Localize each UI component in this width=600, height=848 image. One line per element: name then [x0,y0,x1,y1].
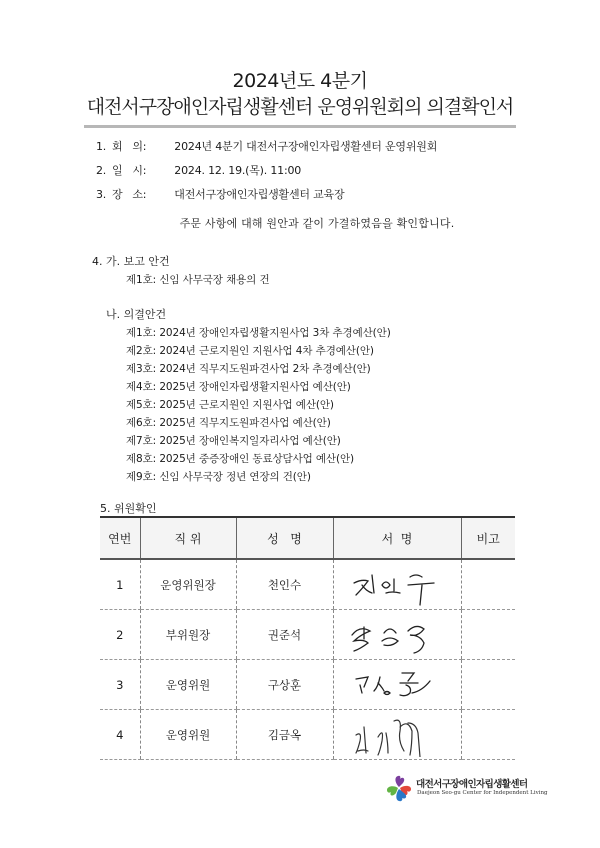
cell-position: 운영위원장 [140,559,236,610]
info-meeting: 1. 회 의: 2024년 4분기 대전서구장애인자립생활센터 운영위원회 [96,140,438,153]
section4-heading: 4. 가. 보고 안건 [92,255,170,268]
resolution-heading: 나. 의결안건 [106,308,167,321]
resolution-item: 제5호: 2025년 근로지원인 지원사업 예산(안) [126,399,334,411]
cell-position: 부위원장 [140,610,236,660]
logo-name-ko: 대전서구장애인자립생활센터 [416,779,528,790]
table-header-row [100,517,515,559]
info-value: 2024. 12. 19.(목). 11:00 [174,164,302,177]
table-row [100,660,515,710]
cell-note [461,710,515,760]
resolution-item: 제7호: 2025년 장애인복지일자리사업 예산(안) [126,435,341,447]
col-signature: 서 명 [333,517,461,559]
signature-icon [342,613,452,657]
report-item: 제1호: 신임 사무국장 채용의 건 [126,274,270,286]
resolution-item: 제1호: 2024년 장애인자립생활지원사업 3차 추경예산(안) [126,327,391,339]
col-position: 직 위 [140,517,236,559]
info-value: 2024년 4분기 대전서구장애인자립생활센터 운영위원회 [174,140,438,153]
cell-name: 구상훈 [236,660,333,710]
table-row [100,710,515,760]
info-location: 3. 장 소: 대전서구장애인자립생활센터 교육장 [96,188,345,201]
info-label: 일 시: [112,164,147,177]
cell-signature [333,710,461,760]
signature-icon [342,563,452,607]
cell-signature [333,559,461,610]
signature-icon [342,713,452,757]
document-title: 대전서구장애인자립생활센터 운영위원회의 의결확인서 [86,96,514,118]
resolution-item: 제6호: 2025년 직무지도원파견사업 예산(안) [126,417,331,429]
cell-no: 4 [100,710,140,760]
table-row [100,559,515,610]
col-name: 성 명 [236,517,333,559]
info-label: 장 소: [112,188,147,201]
clover-logo-icon [384,773,414,803]
info-value: 대전서구장애인자립생활센터 교육장 [174,188,345,201]
resolution-item: 제9호: 신임 사무국장 정년 연장의 건(안) [126,471,311,483]
cell-note [461,610,515,660]
center-logo [384,773,548,805]
cell-no: 2 [100,610,140,660]
members-table [100,516,515,760]
confirmation-statement: 주문 사항에 대해 원안과 같이 가결하였음을 확인합니다. [179,217,455,230]
cell-no: 1 [100,559,140,610]
cell-signature [333,610,461,660]
info-datetime: 2. 일 시: 2024. 12. 19.(목). 11:00 [96,164,302,177]
col-note: 비고 [461,517,515,559]
col-no: 연번 [100,517,140,559]
section5-heading: 5. 위원확인 [100,502,157,515]
info-label: 회 의: [112,140,147,153]
cell-no: 3 [100,660,140,710]
cell-note [461,660,515,710]
table-row [100,610,515,660]
document-title-year: 2024년도 4분기 [232,70,368,92]
resolution-item: 제8호: 2025년 중증장애인 동료상담사업 예산(안) [126,453,355,465]
cell-name: 권준석 [236,610,333,660]
signature-icon [342,663,452,707]
resolution-item: 제4호: 2025년 장애인자립생활지원사업 예산(안) [126,381,351,393]
cell-name: 천인수 [236,559,333,610]
resolution-item: 제2호: 2024년 근로지원인 지원사업 4차 추경예산(안) [126,345,374,357]
cell-note [461,559,515,610]
title-divider [84,125,516,128]
cell-signature [333,660,461,710]
cell-position: 운영위원 [140,660,236,710]
cell-position: 운영위원 [140,710,236,760]
logo-name-en: Daejeon Seo-gu Center for Independent Living [417,790,548,796]
resolution-item: 제3호: 2024년 직무지도원파견사업 2차 추경예산(안) [126,363,371,375]
cell-name: 김금옥 [236,710,333,760]
